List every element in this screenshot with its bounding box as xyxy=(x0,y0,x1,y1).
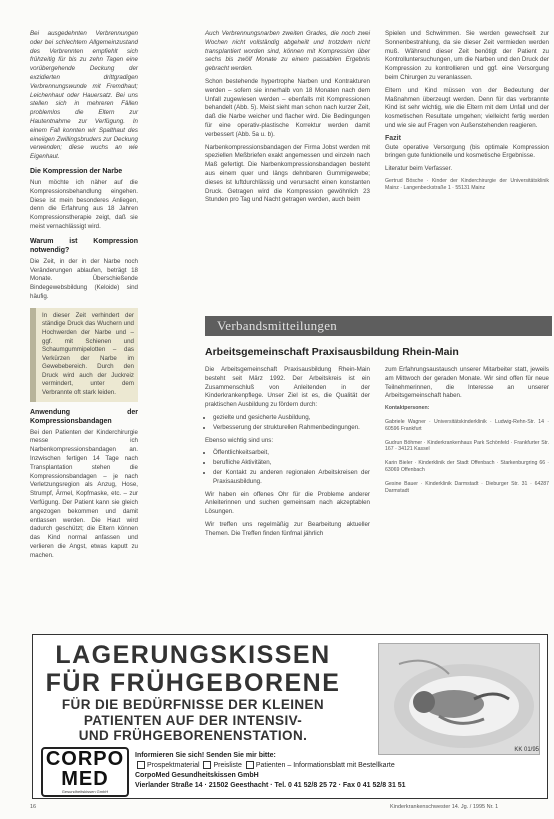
ad-line: FÜR DIE BEDÜRFNISSE DER KLEINEN xyxy=(61,697,325,712)
column-2 xyxy=(205,30,370,209)
journal-footer: Kinderkrankenschwester 14. Jg. / 1995 Nr. 1 xyxy=(390,804,499,810)
highlight-box: In dieser Zeit verhindert der ständige Druck das Wuchern und Hochwerden der Narbe und – ggf. mit Schienen und Schaumgummipelotten – das Verkürzen der Narbe im Gewebebereich. Durch den Druck wird auch der Juckreiz vermindert, unter dem Verbrannte oft stark leiden. xyxy=(30,308,138,402)
section-banner: Verbandsmitteilungen xyxy=(205,316,552,336)
order-options xyxy=(135,761,545,771)
column-3 xyxy=(385,30,549,192)
column-4 xyxy=(205,366,370,543)
pricelist-checkbox[interactable] xyxy=(203,761,211,769)
list-item: • der Kontakt zu anderen regionalen Arbeitskreisen der Praxisausbildung. xyxy=(213,469,370,487)
logo-text: MED xyxy=(61,768,109,790)
paragraph: Spielen und Schwimmen. Sie werden gewechselt zur Sonnenbestrahlung, da sie dieser Zeit vermieden werden muß. Während dieser Zeit benötigt der Patient zu Kontrolluntersuchungen, um die Narben und den Druck der Kompression zu kontrollieren und ggf. eine Versorgung beim Chirurgen zu veranlassen. xyxy=(385,30,549,81)
paragraph: Ebenso wichtig sind uns: xyxy=(205,436,274,444)
prospect-checkbox[interactable] xyxy=(137,761,145,769)
contact-entry: Gesine Bauer · Kinderklinik Darmstadt · Dieburger Str. 31 · 64287 Darmstadt xyxy=(385,480,549,494)
ad-line: FÜR FRÜHGEBORENE xyxy=(45,669,341,697)
ad-line: LAGERUNGSKISSEN xyxy=(55,641,331,669)
section-heading: Die Kompression der Narbe xyxy=(30,167,123,175)
paragraph: Bei den Patienten der Kinderchirurgie messe ich Narbenkompressionsbandagen an. Inzwischen fertigen 14 Tage nach Transplantation stehen die Kompressionsbandagen – je nach Verletzungsregion als Anzug, Hose, Strumpf, Ärmel, Kopfmaske, etc. – zur Verfügung. Der Patient kann sie gleich angezogen bekommen und damit entlassen werden. Die Haut wird dadurch geschützt; die Eltern können das Kind normal anfassen und verlieren die Angst, etwas kaputt zu machen. xyxy=(30,428,138,559)
priorities-list xyxy=(205,449,370,486)
company-name: CorpoMed Gesundheitskissen GmbH xyxy=(135,772,259,779)
fazit-heading: Fazit xyxy=(385,134,401,142)
author-address: Gertrud Bösche · Kinder der Kinderchirurgie der Universitätsklinik Mainz · Langenbeckstraße 1 · 55131 Mainz xyxy=(385,177,549,191)
paragraph: Gute operative Versorgung (bis optimale Kompression bringen gute funktionelle und kosmetische Ergebnisse. xyxy=(385,143,549,160)
column-5 xyxy=(385,366,549,501)
company-address: Vierlander Straße 14 · 21502 Geesthacht · Tel. 0 41 52/8 25 72 · Fax 0 41 52/8 31 51 xyxy=(135,782,406,789)
paragraph: Narbenkompressionsbandagen der Firma Jobst werden mit speziellen Meßbriefen exakt angemessen und einzeln nach Maß gefertigt. Die Narbenkompressionsbandagen besteht aus einem quer und längs dehnbaren Gummigewebe; dieses ist luftdurchlässig und verursacht einen konstanten Druck. Getragen wird die Kompression gewöhnlich 23 Stunden pro Tag und Nacht getragen werden, auch beim xyxy=(205,143,370,204)
paragraph: Nun möchte ich näher auf die Kompressionsbehandlung eingehen. Diese ist mein besonderes Anliegen, denn die Erfahrung aus 18 Jahren Kompressionstherapie zeigt, daß sie meist vernachlässigt wird. xyxy=(30,178,138,230)
list-item: • berufliche Aktivitäten, xyxy=(213,459,370,468)
ad-headline xyxy=(43,641,343,744)
paragraph: Schon bestehende hypertrophe Narben und Kontrakturen werden – sofern sie innerhalb von 18 Monaten nach dem Unfall zugewiesen werden – ebenfalls mit Kompressionen behandelt (Abb. 5). Meist sieht man schon nach kurzer Zeit, daß die Narbe weicher und flacher wird. Die Bedingungen für eine operativ-plastische Korrektur werden damit verbessert (Abb. 5a u. b). xyxy=(205,77,370,138)
literature-note: Literatur beim Verfasser. xyxy=(385,165,453,173)
paragraph: Wir treffen uns regelmäßig zur Bearbeitung aktueller Themen. Die Treffen finden fünfmal jährlich xyxy=(205,520,370,537)
page-number: 16 xyxy=(30,804,37,810)
contact-entry: Gabriele Wagner · Universitätskinderklinik · Ludwig-Rehn-Str. 14 · 60596 Frankfurt xyxy=(385,418,549,432)
logo-text: CORPO xyxy=(45,748,125,770)
corpomed-logo xyxy=(41,747,129,797)
section-heading: Warum ist Kompression notwendig? xyxy=(30,237,138,254)
ad-line: PATIENTEN AUF DER INTENSIV- xyxy=(83,712,303,728)
ad-code: KK 01/95 xyxy=(514,747,539,753)
list-item: • Öffentlichkeitsarbeit, xyxy=(213,449,370,458)
paragraph: Die Arbeitsgemeinschaft Praxisausbildung Rhein-Main besteht seit März 1992. Der Arbeitskreis ist ein Zusammenschluß von Anleitenden in der Kinderkrankenpflege. Unser Ziel ist es, die Qualität der praktischen Ausbildung zu fördern durch: xyxy=(205,366,370,409)
paragraph: Bei ausgedehnten Verbrennungen oder bei schlechtem Allgemeinzustand des Verbrennten empfiehlt sich frühzeitig für bis zu zehn Tagen eine vorübergehende Deckung der exzidierten drittgradigen Verbrennungswunde mit Fremdhaut; Leichenhaut oder Hauersatz. Bei uns stellen sich in mehreren Fällen problemlos die Eltern zur Hautentnahme zur Verfügung. In einem Fall konnten wir Spalthaut des eineiigen Zwillingsbruders zur Deckung verwenden; diese wuchs an wie Eigenhaut. xyxy=(30,30,138,161)
order-prompt: Informieren Sie sich! Senden Sie mir bitte: xyxy=(135,752,276,759)
paragraph: Eltern und Kind müssen von der Bedeutung der Maßnahmen überzeugt werden. Denn für das verbrannte Kind ist sehr wichtig, wie die Eltern mit dem Unfall und der kosmetischen Resultate umgehen; vielleicht fertig werden und wie sie auf Fragen von Außenstehenden reagieren. xyxy=(385,86,549,129)
list-item: • gezielte und gesicherte Ausbildung, xyxy=(213,414,370,423)
article-title: Arbeitsgemeinschaft Praxisausbildung Rhein-Main xyxy=(205,346,459,358)
logo-subtitle: Gesundheitskissen GmbH xyxy=(61,789,109,794)
ad-order-form xyxy=(135,751,545,791)
paragraph: Auch Verbrennungsnarben zweiten Grades, die noch zwei Wochen nicht vollständig abgeheilt und trotzdem nicht transplantiert worden sind, können mit Kompression über sechs bis zwölf Monate zu einem passablen Ergebnis gebracht werden. xyxy=(205,30,370,73)
goals-list xyxy=(205,414,370,433)
column-1 xyxy=(30,30,138,565)
list-item: • Verbesserung der strukturellen Rahmenbedingungen. xyxy=(213,424,370,433)
paragraph: Wir haben ein offenes Ohr für die Probleme anderer Anleiterinnen und suchen gemeinsam nach akzeptablen Lösungen. xyxy=(205,490,370,516)
infant-photo xyxy=(378,643,540,755)
option-label: Patienten – Informationsblatt mit Bestellkarte xyxy=(255,762,395,769)
contact-entry: Karin Bieler · Kinderklinik der Stadt Offenbach · Starkenburgring 66 · 63069 Offenbach xyxy=(385,460,549,473)
ad-line: UND FRÜHGEBORENENSTATION. xyxy=(78,728,308,743)
section-heading: Anwendung der Kompressionsbandagen xyxy=(30,408,138,425)
contact-entry: Gudrun Böhmer · Kinderkrankenhaus Park Schönfeld · Frankfurter Str. 167 · 34121 Kassel xyxy=(385,439,549,453)
contacts-heading: Kontaktpersonen: xyxy=(385,405,430,412)
infant-illustration xyxy=(379,644,539,754)
option-label: Preisliste xyxy=(213,762,242,769)
option-label: Prospektmaterial xyxy=(147,762,200,769)
advertisement xyxy=(32,634,548,799)
paragraph: zum Erfahrungsaustausch unserer Mitarbeiter statt, jeweils am Mittwoch der geraden Monate. Wir sind offen für neue Teilnehmerinnen, die Interesse an unserer Arbeitsgemeinschaft haben. xyxy=(385,366,549,400)
patient-info-checkbox[interactable] xyxy=(246,761,254,769)
paragraph: Die Zeit, in der in der Narbe noch Veränderungen ablaufen, beträgt 18 Monate. Überschießende Bindegewebsbildung (Keloide) sind häufig. xyxy=(30,257,138,300)
